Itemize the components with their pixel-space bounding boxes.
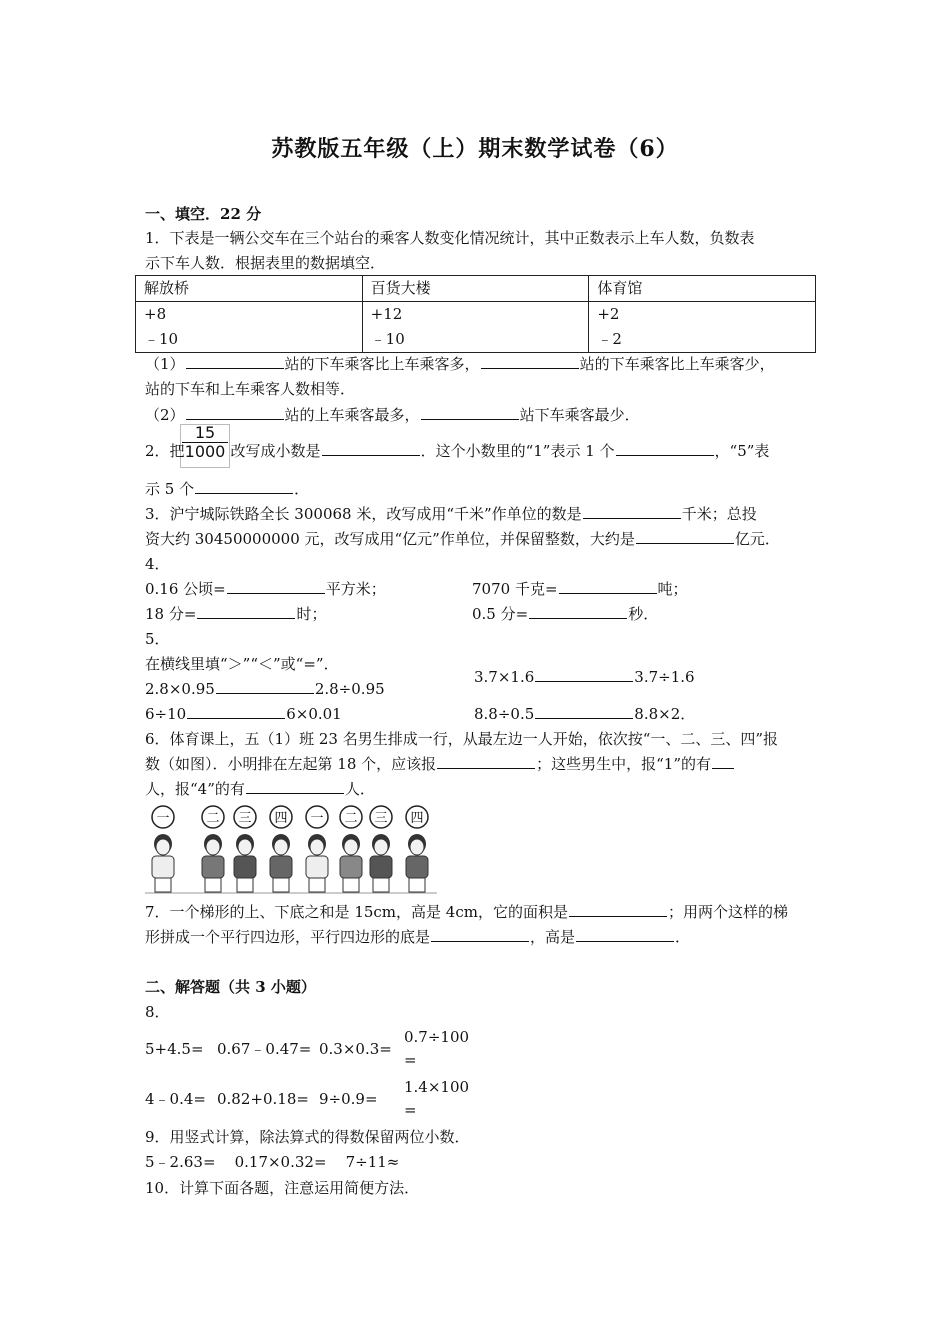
- answer-blank[interactable]: [246, 777, 344, 794]
- boy-1: [152, 806, 174, 892]
- q4-text: 平方米；: [325, 580, 386, 598]
- q4-text: 0.5 分=: [472, 605, 529, 623]
- answer-blank[interactable]: [186, 352, 284, 369]
- q1-part1-text: 站的下车乘客比上车乘客多，: [284, 355, 480, 373]
- q4-item-d: [472, 602, 658, 627]
- boy-5: [306, 806, 328, 892]
- answer-blank[interactable]: [216, 677, 314, 694]
- section-1-heading: 一、填空．22 分: [145, 205, 262, 223]
- answer-blank[interactable]: [481, 352, 579, 369]
- boy-3: [234, 806, 256, 892]
- q3-text: 3．沪宁城际铁路全长 300068 米，改写成用“千米”作单位的数是: [145, 505, 582, 523]
- q8-expr: 0.3×0.3=: [319, 1040, 392, 1058]
- q4-text: 7070 千克=: [472, 580, 558, 598]
- q8-expr: 1.4×100: [404, 1078, 470, 1096]
- q5-item-b: [474, 665, 695, 690]
- answer-blank[interactable]: [421, 403, 519, 420]
- q5-text: 6÷10: [145, 705, 187, 723]
- bus-passenger-table: [135, 275, 816, 353]
- boy-2: [202, 806, 224, 892]
- answer-blank[interactable]: [576, 925, 674, 942]
- q3-text: 千米；总投: [681, 505, 757, 523]
- q3-line1: [145, 502, 815, 527]
- q8-expr: 0.67﹣0.47=: [217, 1040, 312, 1058]
- count-label: 四: [410, 811, 424, 826]
- q7-text: ．: [675, 928, 691, 946]
- q1-text-line1: 1．下表是一辆公交车在三个站台的乘客人数变化情况统计，其中正数表示上车人数，负数表: [145, 229, 755, 247]
- q5-text: 3.7÷1.6: [634, 668, 695, 686]
- table-header-cell: 百货大楼: [362, 276, 589, 302]
- q7-line2: [145, 925, 815, 950]
- q1-part1-line1: [145, 352, 815, 377]
- answer-blank[interactable]: [529, 602, 627, 619]
- answer-blank[interactable]: [187, 702, 285, 719]
- answer-blank[interactable]: [559, 577, 657, 594]
- boy-6: [340, 806, 362, 892]
- q2-text: 改写成小数是: [230, 442, 321, 460]
- q6-line1: 6．体育课上，五（1）班 23 名男生排成一行，从最左边一人开始，依次按“一、二、三、四”报: [145, 730, 779, 748]
- answer-blank[interactable]: [322, 439, 420, 456]
- q1-part1-text: 站的下车乘客比上车乘客少，: [579, 355, 775, 373]
- alighting-value: ﹣10: [370, 330, 405, 348]
- fraction-denominator: 1000: [184, 442, 226, 461]
- answer-blank[interactable]: [712, 752, 734, 769]
- q3-text: 亿元．: [734, 530, 780, 548]
- q5-text: 6×0.01: [286, 705, 342, 723]
- q4-label: 4．: [145, 555, 170, 573]
- count-label: 四: [274, 811, 288, 826]
- q5-text: 2.8÷0.95: [314, 680, 385, 698]
- q4-text: 18 分=: [145, 605, 197, 623]
- q8-expr: 0.7÷100: [404, 1028, 470, 1046]
- answer-blank[interactable]: [227, 577, 325, 594]
- answer-blank[interactable]: [569, 900, 667, 917]
- q5-label: 5．: [145, 630, 170, 648]
- q8-expr: 5+4.5=: [145, 1040, 204, 1058]
- q2-text: 示 5 个: [145, 480, 195, 498]
- q5-item-d: [474, 702, 695, 727]
- answer-blank[interactable]: [431, 925, 529, 942]
- q7-text: 7．一个梯形的上、下底之和是 15cm，高是 4cm，它的面积是: [145, 903, 568, 921]
- q7-text: ，高是: [530, 928, 576, 946]
- answer-blank[interactable]: [437, 752, 535, 769]
- alighting-value: ﹣2: [597, 330, 622, 348]
- answer-blank[interactable]: [195, 477, 293, 494]
- alighting-value: ﹣10: [144, 330, 179, 348]
- answer-blank[interactable]: [636, 527, 734, 544]
- page-title: 苏教版五年级（上）期末数学试卷（6）: [271, 136, 679, 162]
- q4-text: 0.16 公顷=: [145, 580, 226, 598]
- q1-text-line2: 示下车人数．根据表里的数据填空．: [145, 254, 386, 272]
- q9-items: 5﹣2.63= 0.17×0.32= 7÷11≈: [145, 1153, 400, 1171]
- q8-expr: 0.82+0.18=: [217, 1090, 309, 1108]
- q7-text: ；用两个这样的梯: [667, 903, 788, 921]
- q4-text: 时；: [296, 605, 327, 623]
- boarding-value: +12: [370, 305, 403, 323]
- answer-blank[interactable]: [197, 602, 295, 619]
- count-label: 三: [374, 811, 388, 826]
- q8-expr: 9÷0.9=: [319, 1090, 378, 1108]
- table-header-cell: 体育馆: [589, 276, 816, 302]
- q8-expr-equals: =: [404, 1051, 417, 1069]
- q2-line2: [145, 477, 815, 502]
- q6-text: 数（如图）．小明排在左起第 18 个，应该报: [145, 755, 437, 773]
- answer-blank[interactable]: [535, 665, 633, 682]
- table-row: [136, 302, 816, 353]
- q2-text: ．: [294, 480, 310, 498]
- q4-item-b: [472, 577, 688, 602]
- q2-text: ．这个小数里的“1”表示 1 个: [420, 442, 615, 460]
- q5-text: 8.8÷0.5: [474, 705, 535, 723]
- count-label: 三: [238, 811, 252, 826]
- q7-line1: [145, 900, 815, 925]
- q6-line2: [145, 752, 815, 777]
- count-label: 二: [206, 811, 220, 826]
- fraction-numerator: 15: [182, 424, 228, 443]
- q6-text: 人．: [344, 780, 375, 798]
- q5-text: 8.8×2．: [634, 705, 696, 723]
- q7-text: 形拼成一个平行四边形，平行四边形的底是: [145, 928, 431, 946]
- q10-text: 10．计算下面各题，注意运用简便方法．: [145, 1179, 420, 1197]
- q1-part1-label: （1）: [145, 355, 185, 373]
- q6-text: 人，报“4”的有: [145, 780, 245, 798]
- q5-instruction: 在横线里填“＞”“＜”或“=”．: [145, 655, 339, 673]
- boys-counting-figure: [145, 804, 437, 894]
- answer-blank[interactable]: [535, 702, 633, 719]
- q6-line3: [145, 777, 815, 802]
- q5-text: 3.7×1.6: [474, 668, 535, 686]
- section-2-heading: 二、解答题（共 3 小题）: [145, 978, 316, 996]
- q6-text: ；这些男生中，报“1”的有: [536, 755, 712, 773]
- table-header-cell: 解放桥: [136, 276, 363, 302]
- q9-text: 9．用竖式计算，除法算式的得数保留两位小数．: [145, 1128, 470, 1146]
- boarding-value: +8: [144, 305, 167, 323]
- q1-part1-line2: 站的下车和上车乘客人数相等．: [145, 380, 356, 398]
- q4-text: 吨；: [657, 580, 688, 598]
- q3-line2: [145, 527, 815, 552]
- answer-blank[interactable]: [616, 439, 714, 456]
- q8-label: 8．: [145, 1003, 170, 1021]
- table-cell: [362, 302, 589, 353]
- q1-part2-text: 站的上车乘客最多，: [284, 406, 420, 424]
- q8-expr-equals: =: [404, 1101, 417, 1119]
- count-label: 一: [156, 811, 170, 826]
- table-cell: [589, 302, 816, 353]
- q2-text: 2．把: [145, 442, 185, 460]
- answer-blank[interactable]: [583, 502, 681, 519]
- count-label: 二: [344, 811, 358, 826]
- q2-text: ，“5”表: [714, 442, 770, 460]
- boy-8: [406, 806, 428, 892]
- q1-part2: [145, 403, 815, 428]
- q8-expr: 4﹣0.4=: [145, 1090, 206, 1108]
- q1-part2-label: （2）: [145, 406, 185, 424]
- q3-text: 资大约 30450000000 元，改写成用“亿元”作单位，并保留整数，大约是: [145, 530, 635, 548]
- count-label: 一: [310, 811, 324, 826]
- q2-line1: [145, 439, 815, 464]
- answer-blank[interactable]: [186, 403, 284, 420]
- boy-7: [370, 806, 392, 892]
- q5-text: 2.8×0.95: [145, 680, 215, 698]
- table-cell: [136, 302, 363, 353]
- q1-part2-text: 站下车乘客最少．: [519, 406, 640, 424]
- boarding-value: +2: [597, 305, 620, 323]
- q4-text: 秒．: [628, 605, 659, 623]
- table-header-row: [136, 276, 816, 302]
- boy-4: [270, 806, 292, 892]
